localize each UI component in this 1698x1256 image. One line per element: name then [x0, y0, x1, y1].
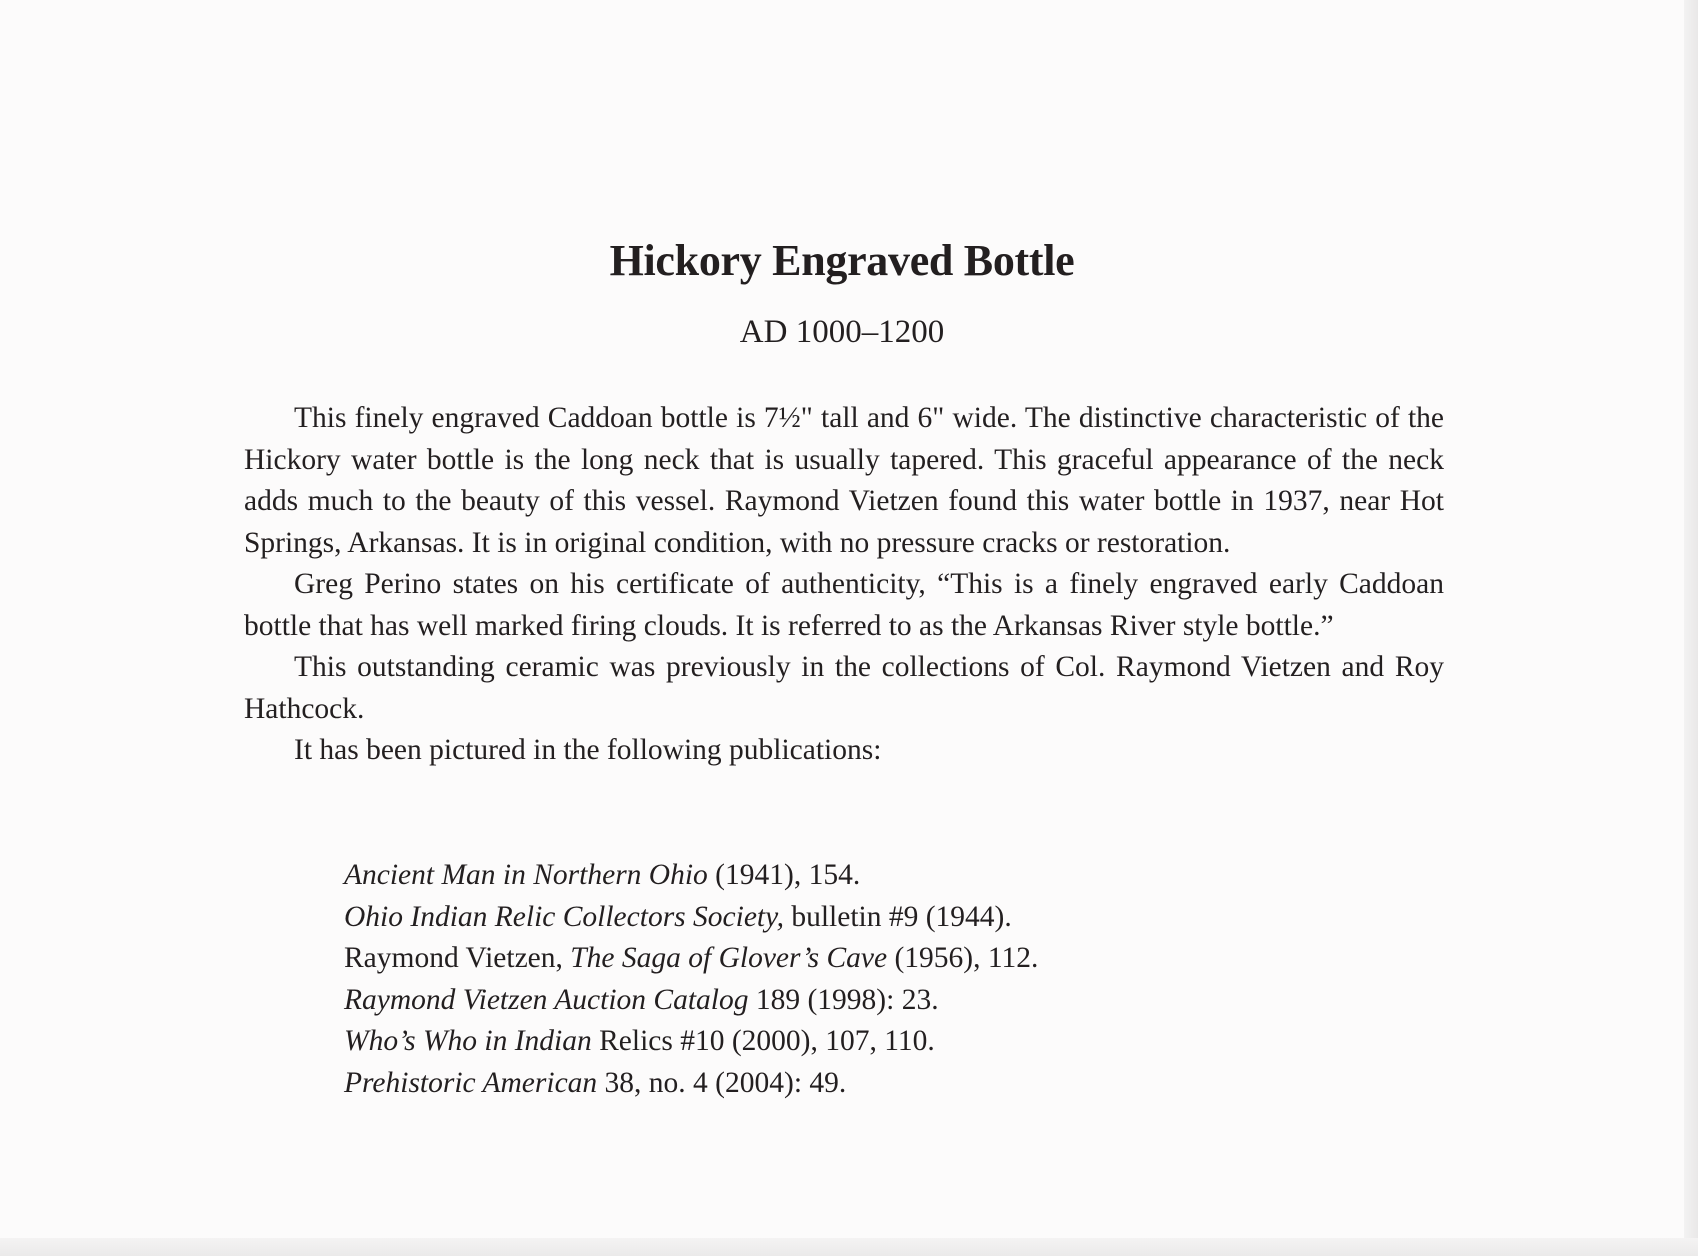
publication-details: (1941), 154. [707, 859, 861, 891]
publication-item [344, 938, 1038, 980]
publication-details: (1956), 112. [887, 942, 1039, 974]
body-text [244, 398, 1444, 772]
publication-item [344, 1021, 1038, 1063]
publication-title: Ohio Indian Relic Collectors Society, [344, 900, 784, 933]
publication-title: Prehistoric American [344, 1066, 598, 1099]
publication-item [344, 980, 1038, 1022]
publication-item [344, 855, 1038, 897]
publication-title: Raymond Vietzen Auction Catalog [344, 983, 749, 1016]
publication-item [344, 897, 1038, 939]
paragraph-provenance: This outstanding ceramic was previously in the collections of Col. Raymond Vietzen and Roy Hathcock. [244, 651, 1444, 725]
paragraph-description: This finely engraved Caddoan bottle is 7½" tall and 6" wide. The distinctive characteristic of the Hickory water bottle is the long neck that is usually tapered. This graceful appearance of the neck adds much to the beauty of this vessel. Raymond Vietzen found this water bottle in 1937, near Hot Springs, Arkansas. It is in original condition, with no pressure cracks or restoration. [244, 402, 1444, 559]
publication-details: 38, no. 4 (2004): 49. [597, 1066, 847, 1099]
paragraph-certificate: Greg Perino states on his certificate of authenticity, “This is a finely engraved early Caddoan bottle that has well marked firing clouds. It is referred to as the Arkansas River style bottle.” [244, 568, 1444, 642]
publication-title: Who’s Who in Indian [344, 1025, 592, 1057]
page-title: Hickory Engraved Bottle [609, 236, 1075, 285]
publication-details: Relics #10 (2000), 107, 110. [591, 1025, 935, 1057]
publication-title: The Saga of Glover’s Cave [570, 942, 888, 974]
paragraph-publications-intro: It has been pictured in the following publications: [294, 734, 882, 766]
page-edge-right [1684, 0, 1698, 1256]
publication-details: bulletin #9 (1944). [783, 900, 1012, 933]
page-edge-bottom [0, 1238, 1698, 1256]
publication-prefix: Raymond Vietzen, [344, 942, 571, 974]
date-range-subtitle: AD 1000–1200 [739, 314, 945, 350]
publication-details: 189 (1998): 23. [748, 983, 939, 1016]
publication-title: Ancient Man in Northern Ohio [344, 859, 708, 891]
publications-list [344, 855, 1038, 1104]
publication-item [344, 1063, 1038, 1105]
